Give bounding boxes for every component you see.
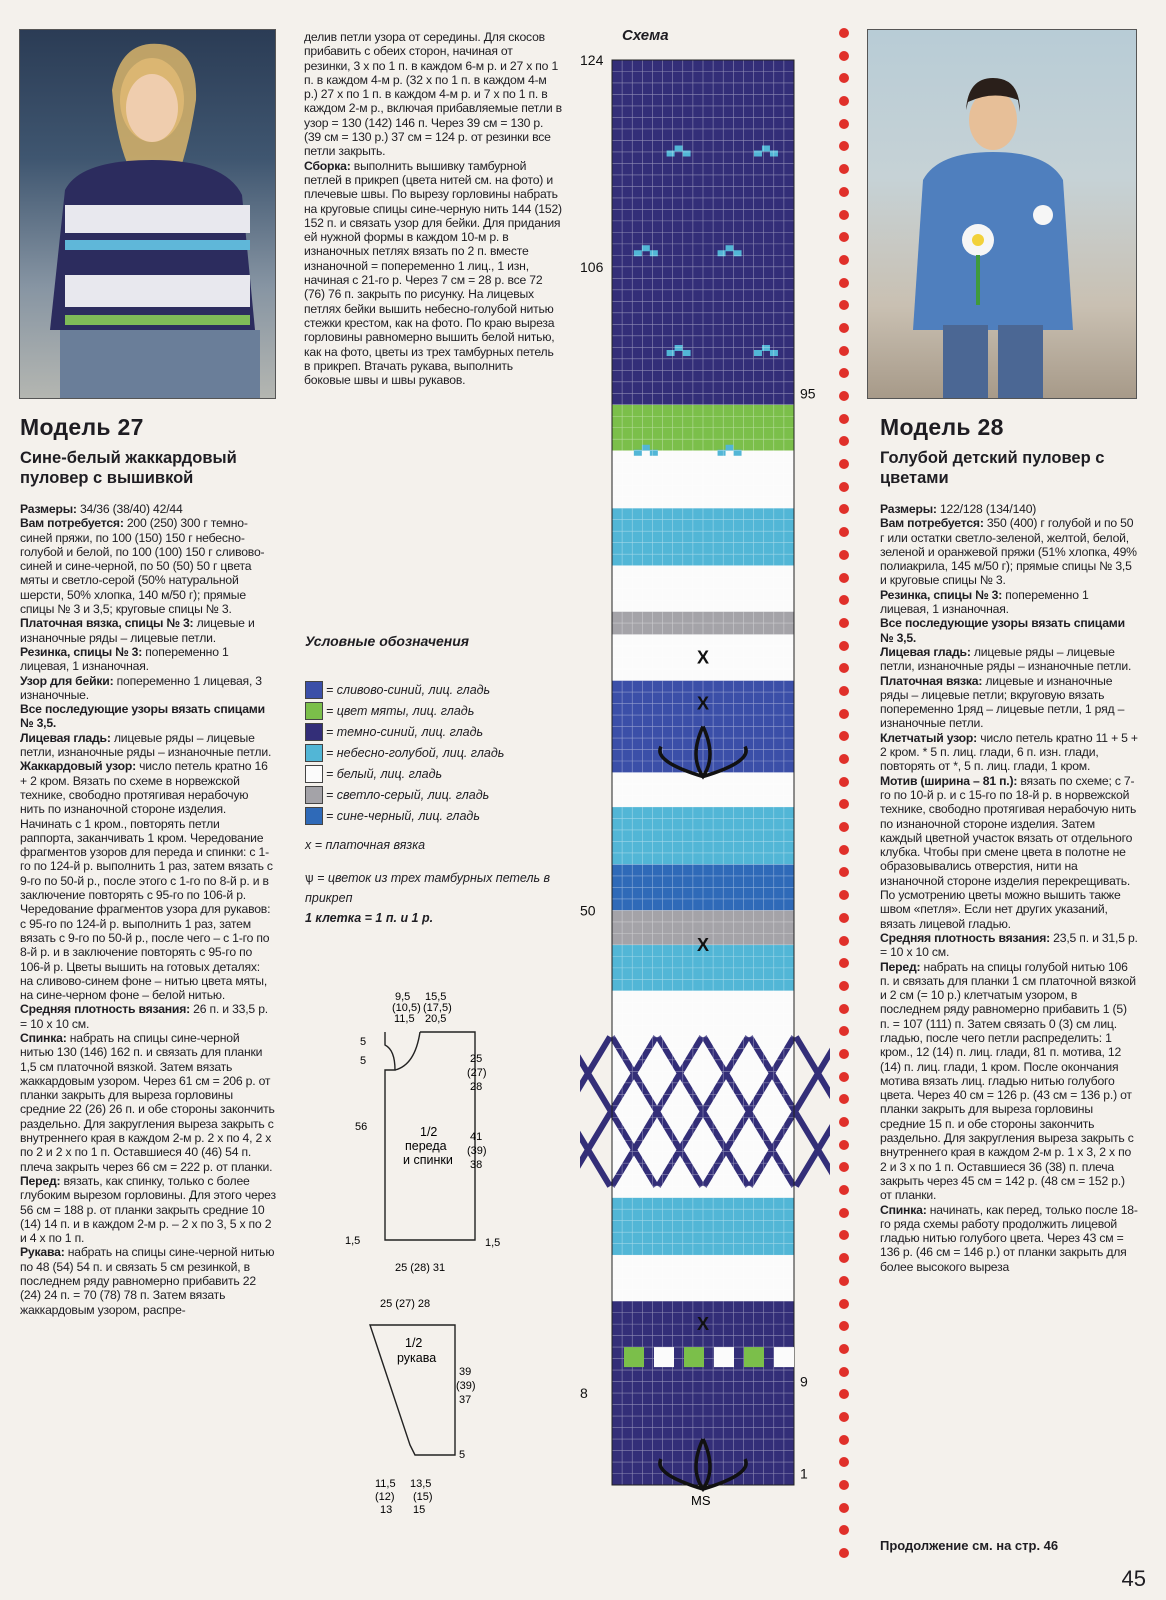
legend-label: = белый, лиц. гладь (326, 766, 443, 781)
chart-square (744, 1347, 764, 1367)
para-heading: Средняя плотность вязания: (20, 1002, 190, 1017)
dot (839, 845, 849, 855)
m27-para (20, 1031, 276, 1174)
legend-label: = темно-синий, лиц. гладь (326, 724, 484, 739)
chart-motif (683, 550, 691, 556)
dot (839, 414, 849, 424)
dim-shoulder-b: (17,5) (423, 1002, 452, 1014)
dot (839, 822, 849, 832)
dot (839, 799, 849, 809)
m28-para (880, 1203, 1138, 1274)
dot (839, 1299, 849, 1309)
para-heading: Вам потребуется: (20, 516, 124, 531)
dot (839, 1140, 849, 1150)
m27-para (20, 1174, 276, 1245)
para-heading: Лицевая гладь: (880, 644, 971, 659)
dot (839, 368, 849, 378)
chart-title: Схема (622, 27, 669, 44)
chart-motif (675, 146, 683, 152)
legend-flower: ѱ = цветок из трех тамбурных петель в прикреп (305, 871, 551, 905)
legend-label: = цвет мяты, лиц. гладь (326, 703, 475, 718)
para-heading: Платочная вязка, спицы № 3: (20, 616, 194, 631)
dot (839, 1049, 849, 1059)
dot (839, 754, 849, 764)
model-28-instructions (880, 502, 1138, 1274)
dot (839, 255, 849, 265)
dot (839, 1503, 849, 1513)
sleeve-label-1: 1/2 (405, 1336, 423, 1350)
dot (839, 1435, 849, 1445)
para-heading: Мотив (ширина – 81 п.): (880, 773, 1018, 788)
dot (839, 1162, 849, 1172)
dot (839, 595, 849, 605)
dot (839, 482, 849, 492)
sleeve-dim-5: 5 (459, 1449, 466, 1461)
legend-swatch (305, 786, 323, 804)
para-text: число петель кратно 11 + 5 + 2 кром. * 5 п. лиц. глади, 6 п. изн. глади, повторять от *, 5 п. лиц. глади, 1 кром. (880, 730, 1138, 774)
dot (839, 1004, 849, 1014)
para-heading: Резинка, спицы № 3: (880, 587, 1003, 602)
para-heading: Средняя плотность вязания: (880, 930, 1050, 945)
dim-neck-width-b: (10,5) (392, 1002, 421, 1014)
dot (839, 1208, 849, 1218)
dot (839, 1276, 849, 1286)
legend-item (305, 700, 565, 721)
dim-1-5-right: 1,5 (485, 1237, 501, 1249)
para-text: делив петли узора от середины. Для скосов прибавить с обеих сторон, начиная от резинки, 3 х по 1 п. в каждом 6-м р. и 27 х по 1 п. в каждом 4-м р. (32 х по 1 п. в каждом 4-м р.) 27 х по 1 п. в каждом 4-м р. и 7 х по 1 п. в каждом 2-м р., включая прибавляемые петли в узор = 130 (142) 146 п. Через 39 см = 130 р. (39 см = 130 р.) 37 см = 124 р. от резинки все петли закрыть. (304, 30, 562, 159)
sleeve-b1b: (12) (375, 1491, 395, 1503)
chart-square (624, 1347, 644, 1367)
m27-para (20, 702, 276, 731)
dim-1-5-left: 1,5 (345, 1235, 361, 1247)
chart-square (774, 1347, 794, 1367)
m28-para (880, 502, 1138, 516)
dot (839, 323, 849, 333)
para-heading: Жаккардовый узор: (20, 759, 136, 774)
chart-motif (762, 545, 770, 551)
dot (839, 1480, 849, 1490)
chart-motif (762, 345, 770, 351)
m28-para (880, 674, 1138, 731)
sleeve-b1c: 13 (380, 1504, 393, 1516)
chart-row-label: 50 (580, 902, 596, 919)
sleeve-b1: 11,5 (375, 1478, 396, 1490)
para-text: 200 (250) 300 г темно-синей пряжи, по 100 (150) 150 г небесно-голубой и белой, по 100 (100) 150 г сливово-синей и сине-черной, по 50 (50) 50 г цвета мяты и светло-серой (50% натуральной шерсти, 50% хлопка, 140 м/50 г); прямые спицы № 3 и 3,5; круговые спицы № 3. (20, 516, 265, 617)
dot (839, 573, 849, 583)
chart-row-label: 95 (800, 385, 816, 402)
para-text: 122/128 (134/140) (936, 502, 1037, 516)
dot (839, 527, 849, 537)
dot (839, 618, 849, 628)
chart-motif (642, 445, 650, 451)
dim-neck-width: 9,5 (395, 991, 411, 1003)
legend-swatch (305, 723, 323, 741)
m27b-para (304, 159, 562, 388)
legend-item (305, 763, 565, 784)
m28-para (880, 960, 1138, 1203)
sleeve-label-2: рукава (397, 1351, 437, 1365)
para-text: лицевые и изнаночные ряды – лицевые петли; вкруговую вязать попеременно 1ряд – лицевые петли, 1 ряд – изнаночные петли. (880, 673, 1125, 731)
m27-para (20, 616, 276, 645)
m27-para (20, 1245, 276, 1316)
dot (839, 550, 849, 560)
chart-row-label: 106 (580, 258, 604, 275)
body-pattern-diagram (345, 990, 515, 1285)
chart-motif (675, 345, 683, 351)
dot (839, 731, 849, 741)
chart-motif (754, 151, 762, 157)
para-text: набрать на спицы голубой нитью 106 п. и связать для планки 1 см платочной вязкой и 2 см (= 10 р.) клетчатым узором, в последнем ряду равномерно прибавить 1 (5) п. = 107 (111) п. Затем связать 0 (3) см лиц. гладью, после чего петли распределить: 1 кром., 12 (14) п. лиц. глади, 81 п. мотива, 12 (14) п. лиц. глади, 1 кром. После окончания мотива вязать лиц. гладью нитью голубого цвета. Через 40 см = 126 р. (43 см = 136 р.) от планки закрыть для выреза горловины средние 15 п. и обе стороны закончить раздельно. Для закругления выреза закрыть с внутреннего края в каждом 2-м р. 1 х 3, 2 х по 2 и 3 х по 1 п. Оставшиеся 36 (38) п. плеча закрыть через 45 см = 142 р. (48 см = 152 р.) от планки. (880, 959, 1136, 1203)
chart-square (684, 1347, 704, 1367)
dot (839, 1094, 849, 1104)
model-27-subtitle: Сине-белый жаккардовый пуловер с вышивкой (20, 449, 237, 487)
dot (839, 709, 849, 719)
legend-swatch (305, 807, 323, 825)
para-text: 23,5 п. и 31,5 р. = 10 х 10 см. (880, 930, 1138, 960)
dim-shoulder-c: 20,5 (425, 1013, 447, 1025)
m27-para (20, 516, 276, 616)
dot (839, 1525, 849, 1535)
para-heading: Спинка: (880, 1202, 927, 1217)
m28-para (880, 588, 1138, 617)
legend (305, 679, 565, 826)
dim-5a: 5 (360, 1036, 367, 1048)
m28-para (880, 774, 1138, 931)
dot (839, 686, 849, 696)
dot (839, 278, 849, 288)
dot (839, 141, 849, 151)
chart-motif (642, 245, 650, 251)
continued-note: Продолжение см. на стр. 46 (880, 1538, 1059, 1553)
dim-28: 28 (470, 1081, 483, 1093)
para-text: попеременно 1 лицевая, 1 изнаночная. (880, 587, 1089, 617)
m28-para (880, 731, 1138, 774)
dot (839, 981, 849, 991)
dot (839, 391, 849, 401)
dim-5b: 5 (360, 1055, 367, 1067)
dot (839, 232, 849, 242)
para-text: лицевые ряды – лицевые петли, изнаночные ряды – изнаночные петли. (20, 730, 272, 760)
dot (839, 890, 849, 900)
chart-square (654, 1347, 674, 1367)
sleeve-top-dim: 25 (27) 28 (380, 1298, 431, 1310)
chart-motif (667, 550, 675, 556)
chart-motif (667, 350, 675, 356)
para-text: выполнить вышивку тамбурной петлей в прикреп (цвета нитей см. на фото) и плечевые швы. По вырезу горловины набрать на круговые спицы сине-черную нить 144 (152) 152 п. и связать узор для бейки. Для придания ей нужной формы в каждом 10-м р. в изнаночных петлях вязать по 2 п. вместе изнаночной = попеременно 1 лиц., 1 изн, начиная с 21-го р. Через 7 см = 28 р. все 72 (76) 76 п. закрыть по рисунку. На лицевых петлях бейки вышить небесно-голубой нитью стежки крестом, как на фото. По краю выреза горловины равномерно вышить белой нитью, как на фото, цветы из трех тамбурных петель в прикреп. Втачать рукава, выполнить боковые швы и швы рукавов. (304, 158, 562, 388)
legend-item (305, 784, 565, 805)
para-heading: Размеры: (880, 502, 937, 516)
legend-swatch (305, 765, 323, 783)
m27-para (20, 674, 276, 703)
dot (839, 1185, 849, 1195)
dot (839, 459, 849, 469)
chart-motif (675, 545, 683, 551)
body-label-1: 1/2 (420, 1125, 438, 1139)
dot (839, 28, 849, 38)
para-heading: Узор для бейки: (20, 673, 114, 688)
dot (839, 1117, 849, 1127)
dim-width-bottom: 25 (28) 31 (395, 1262, 446, 1274)
dot (839, 1389, 849, 1399)
para-heading: Сборка: (304, 158, 351, 173)
para-heading: Спинка: (20, 1030, 67, 1045)
chart-motif (754, 550, 762, 556)
para-heading: Рукава: (20, 1245, 65, 1260)
para-heading: Вам потребуется: (880, 516, 984, 531)
sleeve-b2: 13,5 (410, 1478, 432, 1490)
dot (839, 119, 849, 129)
para-text: набрать на спицы сине-черной нитью 130 (146) 162 п. и связать для планки 1,5 см платочной вязкой. Затем вязать жаккардовым узором. Через 61 см = 206 р. от планки закрыть для выреза горловины средние 22 (26) 26 п. и обе стороны закончить раздельно. Для закругления выреза закрыть с внутреннего края в каждом 2-м р. 2 х по 4, 2 х по 2 и 2 х по 1 п. Оставшиеся 40 (46) 54 п. плеча закрыть через 66 см = 222 р. от планки. (20, 1030, 275, 1174)
model-27-photo (19, 29, 276, 399)
body-label-2: переда (405, 1139, 447, 1153)
para-text: число петель кратно 16 + 2 кром. Вязать по схеме в норвежской технике, свободно протягивая нерабочую нить по изнаночной стороне изделия. Начинать с 1 кром., повторять петли раппорта, заканчивать 1 кром. Чередование фрагментов узоров для переда и спинки: с 1-го по 124-й р. выполнить 1 раз, затем вязать с 9-го по 50-й р., после этого с 1-го по 8-й р. и в заключение повторять с 95-го по 106-й р. Чередование фрагментов узора для рукавов: с 95-го по 124-й р. выполнить 1 раз, затем вязать с 9-го по 50-й р., после чего – с 1-го по 8-й р. и в заключение повторять с 95-го по 106-й р. Цветы вышить на готовых деталях: на сливово-синем фоне – нитью цвета мяты, на сине-черном фоне – белой нитью. (20, 759, 273, 1003)
dot (839, 641, 849, 651)
dot (839, 936, 849, 946)
legend-x: x = платочная вязка (305, 838, 426, 852)
m28-para (880, 616, 1138, 645)
para-text: лицевые ряды – лицевые петли, изнаночные ряды – изнаночные петли. (880, 644, 1132, 674)
legend-item (305, 679, 565, 700)
dim-27: (27) (467, 1067, 487, 1079)
para-heading: Перед: (20, 1173, 61, 1188)
sleeve-dim-39b: (39) (456, 1380, 476, 1392)
m27-para (20, 731, 276, 760)
sleeve-pattern-diagram (355, 1295, 505, 1530)
legend-swatch (305, 744, 323, 762)
dot (839, 867, 849, 877)
dot (839, 1457, 849, 1467)
m28-para (880, 645, 1138, 674)
dot (839, 913, 849, 923)
dot (839, 777, 849, 787)
chart-row-label: 9 (800, 1373, 808, 1390)
model-27-title: Модель 27 (20, 414, 144, 440)
dim-41: 41 (470, 1131, 483, 1143)
legend-swatch (305, 702, 323, 720)
flower-icon: ѱ (305, 871, 314, 885)
m27-para (20, 645, 276, 674)
legend-label: = светло-серый, лиц. гладь (326, 787, 490, 802)
dot (839, 164, 849, 174)
dim-56: 56 (355, 1121, 368, 1133)
para-heading: Клетчатый узор: (880, 730, 978, 745)
dot (839, 958, 849, 968)
sleeve-dim-39: 39 (459, 1366, 472, 1378)
dot (839, 73, 849, 83)
dim-neck-width-c: 11,5 (394, 1013, 415, 1025)
chart-row-label: 124 (580, 55, 604, 68)
dot (839, 51, 849, 61)
dim-39: (39) (467, 1145, 487, 1157)
chart-motif (754, 350, 762, 356)
page-number: 45 (1121, 1566, 1146, 1591)
m27-para (20, 1002, 276, 1031)
dot (839, 346, 849, 356)
legend-item (305, 721, 565, 742)
dot (839, 96, 849, 106)
legend-label: = небесно-голубой, лиц. гладь (326, 745, 505, 760)
legend-label: = сине-черный, лиц. гладь (326, 808, 480, 823)
model-28-photo (867, 29, 1137, 399)
chart-motif (762, 146, 770, 152)
chart-motif (683, 350, 691, 356)
sleeve-b2b: (15) (413, 1491, 433, 1503)
m28-para (880, 931, 1138, 960)
body-label-3: и спинки (403, 1153, 453, 1167)
para-text: попеременно 1 лицевая, 1 изнаночная. (20, 644, 229, 674)
chart-motif (726, 445, 734, 451)
chart-square (714, 1347, 734, 1367)
red-dot-divider (839, 28, 851, 1571)
para-text: 26 п. и 33,5 р. = 10 х 10 см. (20, 1002, 268, 1031)
dot (839, 1230, 849, 1240)
para-heading: Платочная вязка: (880, 673, 983, 688)
model-27-instructions (20, 502, 276, 1317)
dot (839, 1321, 849, 1331)
model-27-instructions-cont (304, 30, 562, 387)
m27-para (20, 502, 276, 516)
para-text: начинать, как перед, только после 18-го ряда схемы работу продолжить лицевой гладью нитью голубого цвета. Через 43 см = 136 р. (46 см = 146 р.) от планки закрыть для более высокого выреза (880, 1202, 1138, 1274)
dot (839, 300, 849, 310)
legend-item (305, 805, 565, 826)
model-28-subtitle: Голубой детский пуловер с цветами (880, 449, 1105, 487)
dot (839, 210, 849, 220)
para-text: набрать на спицы сине-черной нитью по 48 (54) 54 п. и связать 5 см резинкой, в последнем ряду равномерно прибавить 22 (24) 24 п. = 70 (78) 78 п. Затем вязать жаккардовым узором, распре- (20, 1245, 275, 1317)
m27-para (20, 759, 276, 1002)
dot (839, 1548, 849, 1558)
chart-motif (726, 245, 734, 251)
dot (839, 663, 849, 673)
para-text: вязать по схеме; с 7-го по 10-й р. и с 15-го по 18-й р. в норвежской технике, свободно протягивая нерабочую нить по изнаночной стороне изделия. Затем каждый цветной участок вязать от отдельного клубка. Чтобы при смене цвета в полотне не образовывались отверстия, нити на изнаночной стороне изделия перекрещивать. По усмотрению цветы можно вышить также швом «петля». Если нет других указаний, вязать лицевой гладью. (880, 773, 1137, 931)
m28-para (880, 516, 1138, 587)
para-heading: Размеры: (20, 502, 77, 516)
dim-38: 38 (470, 1159, 483, 1171)
para-heading: Все последующие узоры вязать спицами № 3,5. (20, 702, 265, 731)
legend-cell: 1 клетка = 1 п. и 1 р. (305, 911, 434, 925)
legend-swatch (305, 681, 323, 699)
dot (839, 1253, 849, 1263)
dim-shoulder: 15,5 (425, 991, 447, 1003)
chart-row-label: 1 (800, 1465, 808, 1482)
legend-item (305, 742, 565, 763)
chart-row-label: 8 (580, 1385, 588, 1402)
dot (839, 1412, 849, 1422)
dot (839, 1367, 849, 1377)
dim-25: 25 (470, 1053, 483, 1065)
chart-x-mark: X (697, 1314, 710, 1335)
chart-motif (667, 151, 675, 157)
para-heading: Все последующие узоры вязать спицами № 3,5. (880, 616, 1125, 645)
model-28-title: Модель 28 (880, 414, 1004, 440)
legend-title: Условные обозначения (305, 633, 470, 649)
para-heading: Перед: (880, 959, 921, 974)
para-text: лицевые и изнаночные ряды – лицевые петли. (20, 616, 255, 645)
dot (839, 504, 849, 514)
para-text: 350 (400) г голубой и по 50 г или остатки светло-зеленой, желтой, белой, зеленой и оранжевой пряжи (51% хлопка, 49% полиакрила, 145 м/50 г); прямые спицы № 3,5 и круговые спицы № 3. (880, 516, 1137, 588)
dot (839, 1072, 849, 1082)
sleeve-dim-37: 37 (459, 1394, 472, 1406)
chart-x-mark: X (697, 693, 710, 714)
dot (839, 187, 849, 197)
para-text: попеременно 1 лицевая, 3 изнаночные. (20, 673, 262, 702)
dot (839, 436, 849, 446)
para-text: 34/36 (38/40) 42/44 (76, 502, 183, 516)
para-heading: Лицевая гладь: (20, 730, 111, 745)
dot (839, 1344, 849, 1354)
chart-motif (683, 151, 691, 157)
knitting-chart (580, 55, 830, 1525)
m27b-para (304, 30, 562, 159)
chart-x-mark: X (697, 647, 710, 668)
chart-x-mark: X (697, 934, 710, 955)
sleeve-b2c: 15 (413, 1504, 426, 1516)
dot (839, 1026, 849, 1036)
para-text: вязать, как спинку, только с более глубоким вырезом горловины. Для этого через 56 см = 188 р. от планки закрыть средние 10 (14) 14 п. и в каждом 2-м р. – 2 х по 3, 5 х по 2 и 4 х по 1 п. (20, 1173, 276, 1246)
para-heading: Резинка, спицы № 3: (20, 644, 143, 659)
legend-label: = сливово-синий, лиц. гладь (326, 682, 491, 697)
chart-ms-label: MS (691, 1493, 711, 1508)
